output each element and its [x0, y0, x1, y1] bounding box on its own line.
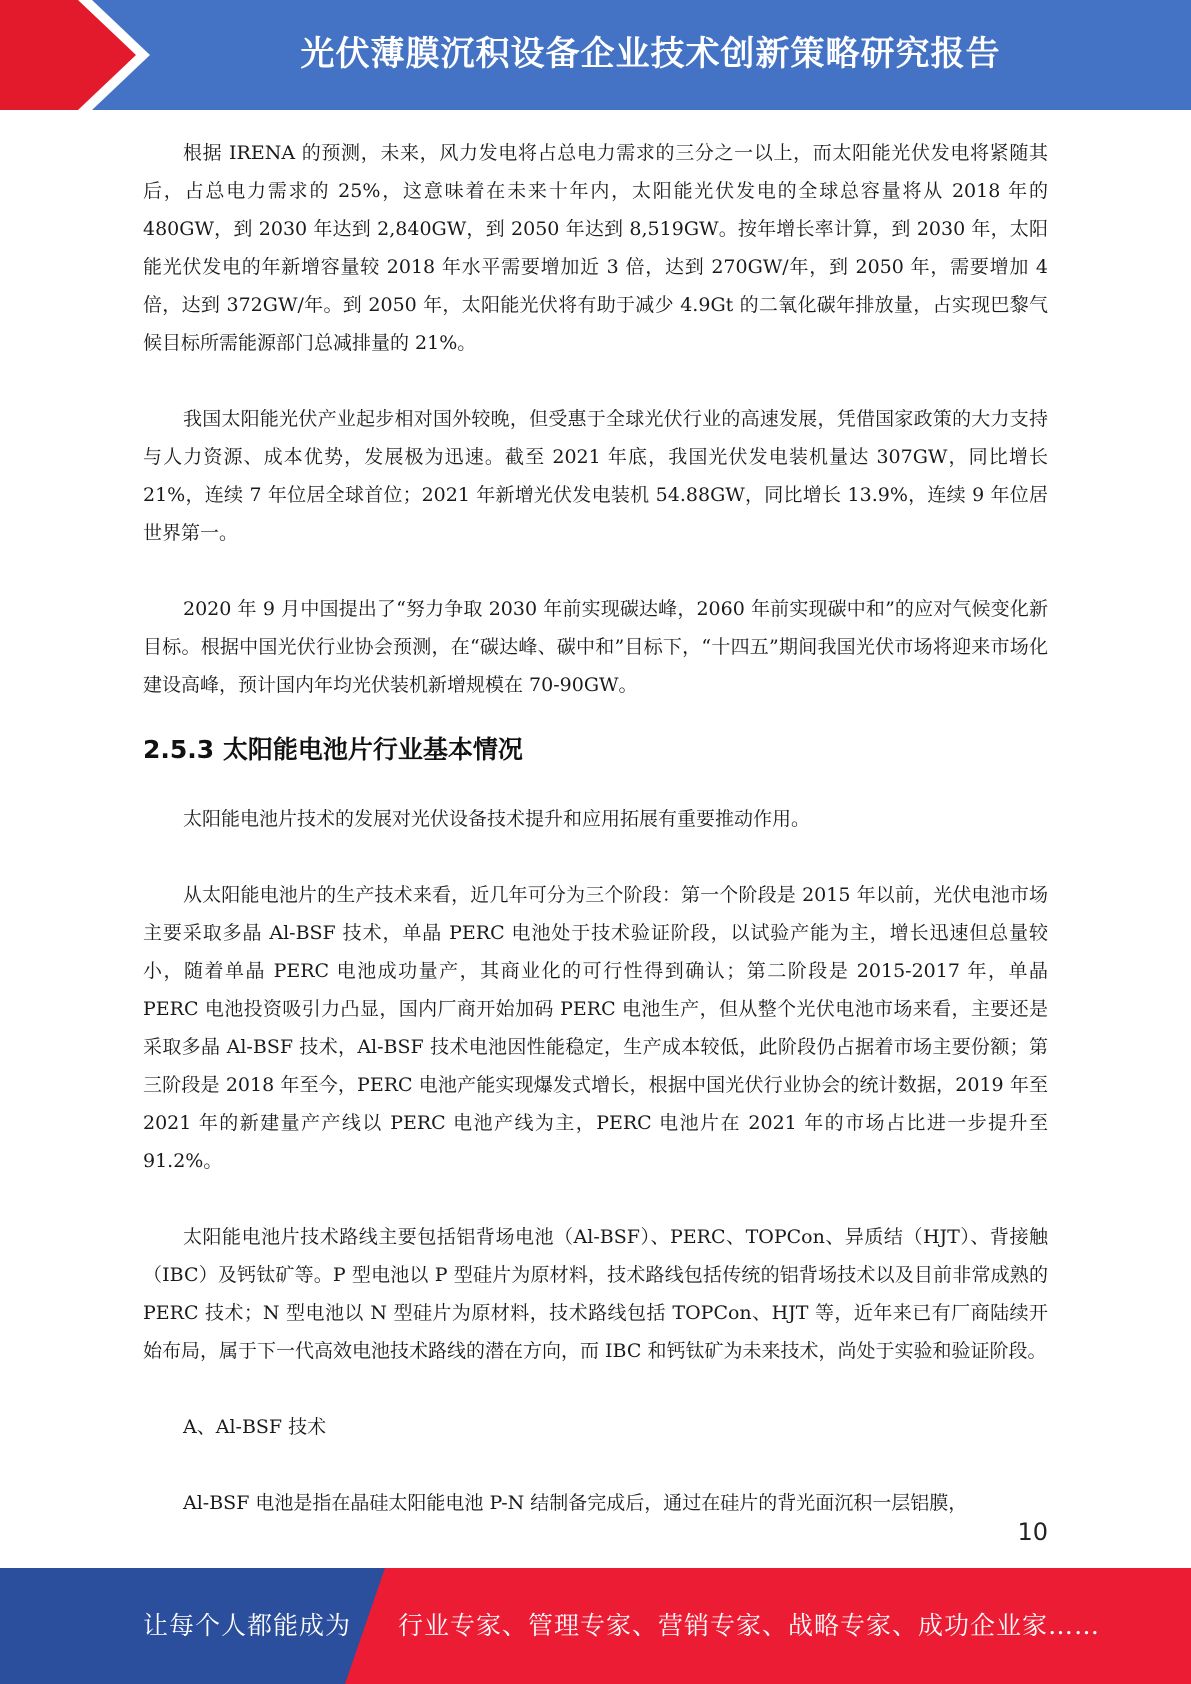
footer-slogan-left: 让每个人都能成为 — [143, 1611, 352, 1640]
section-heading: 2.5.3 太阳能电池片行业基本情况 — [143, 735, 523, 764]
paragraph-cell-tech-routes: 太阳能电池片技术路线主要包括铝背场电池（Al-BSF）、PERC、TOPCon、异质结（HJT）、背接触（IBC）及钙钛矿等。P 型电池以 P 型硅片为原材料，技术路线包括传统的铝背场技术以及目前非常成熟的 PERC 技术；N 型电池以 N 型硅片为原材料，技术路线包括 TOPCon、HJT 等，近年来已有厂商陆续开始布局，属于下一代高效电池技术路线的潜在方向，而 IBC 和钙钛矿为未来技术，尚处于实验和验证阶段。 — [143, 1226, 1048, 1362]
page-header — [0, 0, 1191, 110]
page-footer — [0, 1568, 1191, 1684]
footer-slogan-right: 行业专家、管理专家、营销专家、战略专家、成功企业家…… — [398, 1611, 1101, 1640]
header-arrow-decoration — [0, 0, 160, 110]
report-title: 光伏薄膜沉积设备企业技术创新策略研究报告 — [300, 34, 1001, 74]
paragraph-irena-forecast: 根据 IRENA 的预测，未来，风力发电将占总电力需求的三分之一以上，而太阳能光伏发电将紧随其后，占总电力需求的 25%，这意味着在未来十年内，太阳能光伏发电的全球总容量将从 2018 年的 480GW，到 2030 年达到 2,840GW，到 2050 年达到 8,519GW。按年增长率计算，到 2030 年，太阳能光伏发电的年新增容量较 2018 年水平需要增加近 3 倍，达到 270GW/年，到 2050 年，需要增加 4 倍，达到 372GW/年。到 2050 年，太阳能光伏将有助于减少 4.9Gt 的二氧化碳年排放量，占实现巴黎气候目标所需能源部门总减排量的 21%。 — [143, 142, 1048, 354]
document-body — [143, 132, 1048, 1522]
subheading-al-bsf: A、Al-BSF 技术 — [183, 1416, 327, 1438]
page-number: 10 — [1017, 1518, 1048, 1546]
paragraph-al-bsf-definition: Al-BSF 电池是指在晶硅太阳能电池 P-N 结制备完成后，通过在硅片的背光面沉积一层铝膜， — [183, 1492, 968, 1514]
paragraph-china-pv-industry: 我国太阳能光伏产业起步相对国外较晚，但受惠于全球光伏行业的高速发展，凭借国家政策的大力支持与人力资源、成本优势，发展极为迅速。截至 2021 年底，我国光伏发电装机量达 307GW，同比增长 21%，连续 7 年位居全球首位；2021 年新增光伏发电装机 54.88GW，同比增长 13.9%，连续 9 年位居世界第一。 — [143, 408, 1048, 544]
paragraph-cell-tech-intro: 太阳能电池片技术的发展对光伏设备技术提升和应用拓展有重要推动作用。 — [183, 808, 811, 830]
paragraph-cell-tech-stages: 从太阳能电池片的生产技术来看，近几年可分为三个阶段：第一个阶段是 2015 年以前，光伏电池市场主要采取多晶 Al-BSF 技术，单晶 PERC 电池处于技术验证阶段，以试验产能为主，增长迅速但总量较小，随着单晶 PERC 电池成功量产，其商业化的可行性得到确认；第二阶段是 2015-2017 年，单晶 PERC 电池投资吸引力凸显，国内厂商开始加码 PERC 电池生产，但从整个光伏电池市场来看，主要还是采取多晶 Al-BSF 技术，Al-BSF 技术电池因性能稳定，生产成本较低，此阶段仍占据着市场主要份额；第三阶段是 2018 年至今，PERC 电池产能实现爆发式增长，根据中国光伏行业协会的统计数据，2019 年至 2021 年的新建量产产线以 PERC 电池产线为主，PERC 电池片在 2021 年的市场占比进一步提升至 91.2%。 — [143, 884, 1048, 1172]
paragraph-carbon-targets: 2020 年 9 月中国提出了“努力争取 2030 年前实现碳达峰，2060 年前实现碳中和”的应对气候变化新目标。根据中国光伏行业协会预测，在“碳达峰、碳中和”目标下，“十四五”期间我国光伏市场将迎来市场化建设高峰，预计国内年均光伏装机新增规模在 70-90GW。 — [143, 598, 1048, 696]
